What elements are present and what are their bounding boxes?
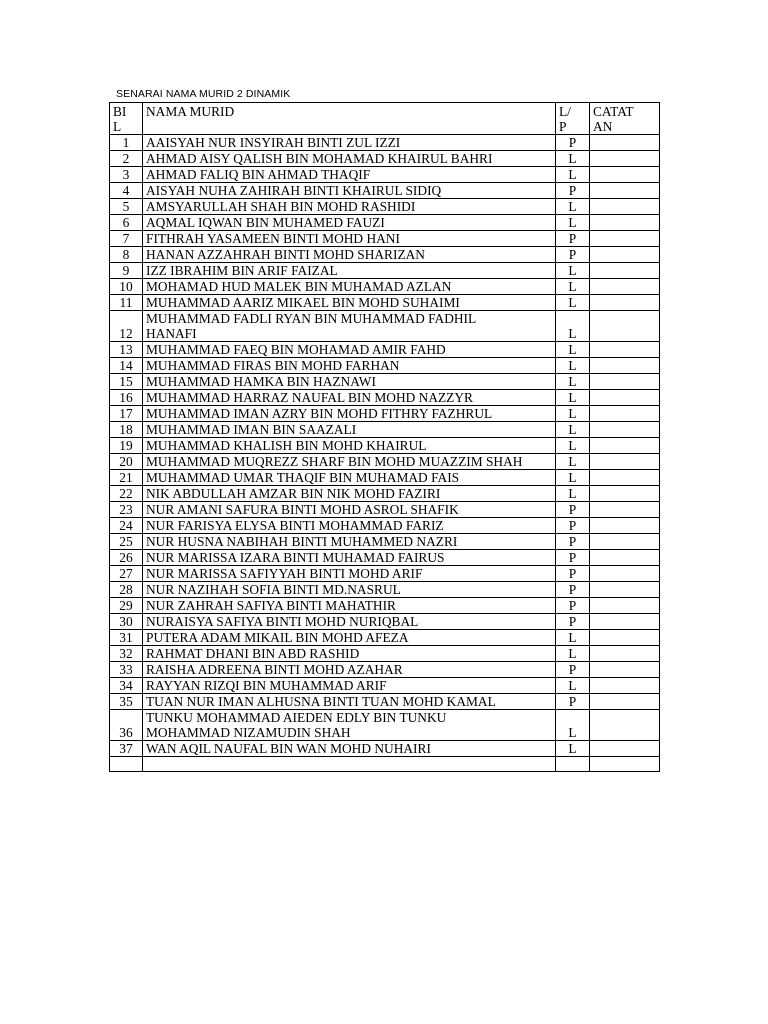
row-lp-cell: L [556, 263, 590, 279]
row-bil-cell: 30 [110, 614, 143, 630]
row-lp-cell: P [556, 582, 590, 598]
row-bil-cell: 29 [110, 598, 143, 614]
row-bil-cell: 17 [110, 406, 143, 422]
row-name-cell: NUR MARISSA SAFIYYAH BINTI MOHD ARIF [143, 566, 556, 582]
row-bil-cell: 34 [110, 678, 143, 694]
row-catatan-cell [590, 406, 660, 422]
table-row [110, 502, 660, 518]
row-name-cell: MUHAMMAD IMAN AZRY BIN MOHD FITHRY FAZHRUL [143, 406, 556, 422]
row-name-cell: TUAN NUR IMAN ALHUSNA BINTI TUAN MOHD KAMAL [143, 694, 556, 710]
row-lp-cell: L [556, 295, 590, 311]
row-catatan-cell [590, 550, 660, 566]
row-catatan-cell [590, 710, 660, 741]
row-bil-cell: 7 [110, 231, 143, 247]
row-bil-cell: 6 [110, 215, 143, 231]
row-lp-cell: L [556, 741, 590, 757]
row-name-cell: NUR HUSNA NABIHAH BINTI MUHAMMED NAZRI [143, 534, 556, 550]
row-catatan-cell [590, 422, 660, 438]
row-lp-cell: L [556, 167, 590, 183]
row-lp-cell: L [556, 311, 590, 342]
row-catatan-cell [590, 741, 660, 757]
row-catatan-cell-empty [590, 757, 660, 772]
table-row [110, 422, 660, 438]
table-row [110, 167, 660, 183]
row-lp-cell: L [556, 438, 590, 454]
row-name-cell: RAHMAT DHANI BIN ABD RASHID [143, 646, 556, 662]
row-name-cell: TUNKU MOHAMMAD AIEDEN EDLY BIN TUNKU MOHAMMAD NIZAMUDIN SHAH [143, 710, 556, 741]
row-bil-cell: 27 [110, 566, 143, 582]
table-row [110, 518, 660, 534]
row-bil-cell: 8 [110, 247, 143, 263]
row-bil-cell: 11 [110, 295, 143, 311]
table-row [110, 550, 660, 566]
row-catatan-cell [590, 135, 660, 151]
row-name-cell: NUR ZAHRAH SAFIYA BINTI MAHATHIR [143, 598, 556, 614]
table-row [110, 390, 660, 406]
row-name-cell-empty [143, 757, 556, 772]
table-row [110, 694, 660, 710]
row-lp-cell: L [556, 390, 590, 406]
table-row [110, 486, 660, 502]
row-lp-cell: L [556, 406, 590, 422]
header-catatan-line-2: AN [593, 119, 613, 134]
table-row [110, 151, 660, 167]
row-name-cell: NUR NAZIHAH SOFIA BINTI MD.NASRUL [143, 582, 556, 598]
header-bil-line-2: L [113, 119, 122, 134]
header-bil [110, 103, 143, 135]
row-lp-cell: P [556, 534, 590, 550]
table-row [110, 534, 660, 550]
table-row [110, 454, 660, 470]
row-catatan-cell [590, 630, 660, 646]
row-name-cell: RAYYAN RIZQI BIN MUHAMMAD ARIF [143, 678, 556, 694]
row-name-cell: PUTERA ADAM MIKAIL BIN MOHD AFEZA [143, 630, 556, 646]
row-bil-cell: 24 [110, 518, 143, 534]
row-catatan-cell [590, 374, 660, 390]
row-bil-cell: 4 [110, 183, 143, 199]
row-catatan-cell [590, 454, 660, 470]
row-lp-cell: P [556, 135, 590, 151]
row-bil-cell: 20 [110, 454, 143, 470]
row-name-cell: IZZ IBRAHIM BIN ARIF FAIZAL [143, 263, 556, 279]
row-catatan-cell [590, 534, 660, 550]
row-lp-cell: L [556, 486, 590, 502]
table-row [110, 566, 660, 582]
row-bil-cell: 5 [110, 199, 143, 215]
table-row [110, 646, 660, 662]
row-name-cell: AQMAL IQWAN BIN MUHAMED FAUZI [143, 215, 556, 231]
row-bil-cell-empty [110, 757, 143, 772]
row-name-cell: AISYAH NUHA ZAHIRAH BINTI KHAIRUL SIDIQ [143, 183, 556, 199]
row-catatan-cell [590, 183, 660, 199]
table-row [110, 678, 660, 694]
row-catatan-cell [590, 231, 660, 247]
table-row [110, 662, 660, 678]
row-name-cell: AAISYAH NUR INSYIRAH BINTI ZUL IZZI [143, 135, 556, 151]
row-catatan-cell [590, 279, 660, 295]
table-row [110, 263, 660, 279]
row-lp-cell-empty [556, 757, 590, 772]
row-bil-cell: 28 [110, 582, 143, 598]
row-bil-cell: 32 [110, 646, 143, 662]
row-lp-cell: P [556, 247, 590, 263]
table-row [110, 279, 660, 295]
row-lp-cell: L [556, 199, 590, 215]
row-lp-cell: L [556, 630, 590, 646]
row-lp-cell: P [556, 550, 590, 566]
row-catatan-cell [590, 311, 660, 342]
row-catatan-cell [590, 694, 660, 710]
row-name-cell: AHMAD FALIQ BIN AHMAD THAQIF [143, 167, 556, 183]
row-name-cell: WAN AQIL NAUFAL BIN WAN MOHD NUHAIRI [143, 741, 556, 757]
row-bil-cell: 37 [110, 741, 143, 757]
header-lp [556, 103, 590, 135]
header-nama-murid: NAMA MURID [143, 103, 556, 135]
row-name-cell: NIK ABDULLAH AMZAR BIN NIK MOHD FAZIRI [143, 486, 556, 502]
table-row [110, 630, 660, 646]
row-bil-cell: 36 [110, 710, 143, 741]
table-row [110, 741, 660, 757]
row-catatan-cell [590, 470, 660, 486]
table-row [110, 438, 660, 454]
row-lp-cell: L [556, 678, 590, 694]
row-catatan-cell [590, 582, 660, 598]
table-row [110, 710, 660, 741]
row-lp-cell: P [556, 183, 590, 199]
table-row [110, 470, 660, 486]
row-bil-cell: 13 [110, 342, 143, 358]
row-bil-cell: 12 [110, 311, 143, 342]
row-catatan-cell [590, 486, 660, 502]
table-row [110, 406, 660, 422]
row-name-cell: MUHAMMAD FADLI RYAN BIN MUHAMMAD FADHIL HANAFI [143, 311, 556, 342]
row-bil-cell: 18 [110, 422, 143, 438]
row-bil-cell: 15 [110, 374, 143, 390]
row-catatan-cell [590, 678, 660, 694]
row-lp-cell: P [556, 694, 590, 710]
header-catatan [590, 103, 660, 135]
table-row [110, 295, 660, 311]
table-row [110, 598, 660, 614]
row-name-cell: MUHAMMAD AARIZ MIKAEL BIN MOHD SUHAIMI [143, 295, 556, 311]
row-bil-cell: 2 [110, 151, 143, 167]
row-bil-cell: 25 [110, 534, 143, 550]
row-bil-cell: 31 [110, 630, 143, 646]
row-bil-cell: 35 [110, 694, 143, 710]
row-lp-cell: L [556, 422, 590, 438]
row-bil-cell: 33 [110, 662, 143, 678]
row-name-cell: MUHAMMAD FAEQ BIN MOHAMAD AMIR FAHD [143, 342, 556, 358]
row-lp-cell: L [556, 342, 590, 358]
row-name-cell: NUR MARISSA IZARA BINTI MUHAMAD FAIRUS [143, 550, 556, 566]
row-catatan-cell [590, 438, 660, 454]
table-row [110, 374, 660, 390]
row-lp-cell: L [556, 454, 590, 470]
row-catatan-cell [590, 502, 660, 518]
row-catatan-cell [590, 167, 660, 183]
row-name-cell: HANAN AZZAHRAH BINTI MOHD SHARIZAN [143, 247, 556, 263]
table-row [110, 614, 660, 630]
row-catatan-cell [590, 390, 660, 406]
row-lp-cell: L [556, 646, 590, 662]
row-catatan-cell [590, 342, 660, 358]
row-name-cell: NURAISYA SAFIYA BINTI MOHD NURIQBAL [143, 614, 556, 630]
row-catatan-cell [590, 295, 660, 311]
row-catatan-cell [590, 358, 660, 374]
header-catatan-line-1: CATAT [593, 104, 634, 119]
row-name-cell: MUHAMMAD IMAN BIN SAAZALI [143, 422, 556, 438]
row-catatan-cell [590, 263, 660, 279]
table-row [110, 342, 660, 358]
row-lp-cell: P [556, 231, 590, 247]
row-catatan-cell [590, 614, 660, 630]
row-bil-cell: 10 [110, 279, 143, 295]
row-name-cell: MUHAMMAD UMAR THAQIF BIN MUHAMAD FAIS [143, 470, 556, 486]
page-title: SENARAI NAMA MURID 2 DINAMIK [116, 88, 291, 100]
row-bil-cell: 22 [110, 486, 143, 502]
row-bil-cell: 16 [110, 390, 143, 406]
row-name-cell: MUHAMMAD HARRAZ NAUFAL BIN MOHD NAZZYR [143, 390, 556, 406]
row-lp-cell: P [556, 566, 590, 582]
row-lp-cell: L [556, 374, 590, 390]
table-row [110, 311, 660, 342]
row-name-cell: FITHRAH YASAMEEN BINTI MOHD HANI [143, 231, 556, 247]
row-catatan-cell [590, 566, 660, 582]
row-lp-cell: L [556, 215, 590, 231]
row-bil-cell: 14 [110, 358, 143, 374]
row-bil-cell: 19 [110, 438, 143, 454]
row-lp-cell: L [556, 279, 590, 295]
table-header-row [110, 103, 660, 135]
row-lp-cell: L [556, 470, 590, 486]
row-name-cell: NUR FARISYA ELYSA BINTI MOHAMMAD FARIZ [143, 518, 556, 534]
row-name-cell: MUHAMMAD KHALISH BIN MOHD KHAIRUL [143, 438, 556, 454]
row-catatan-cell [590, 247, 660, 263]
table-row [110, 582, 660, 598]
table-row [110, 199, 660, 215]
row-name-cell: NUR AMANI SAFURA BINTI MOHD ASROL SHAFIK [143, 502, 556, 518]
row-bil-cell: 3 [110, 167, 143, 183]
row-name-cell: RAISHA ADREENA BINTI MOHD AZAHAR [143, 662, 556, 678]
row-lp-cell: P [556, 614, 590, 630]
row-name-cell: MUHAMMAD FIRAS BIN MOHD FARHAN [143, 358, 556, 374]
row-name-cell: MOHAMAD HUD MALEK BIN MUHAMAD AZLAN [143, 279, 556, 295]
table-body [110, 135, 660, 772]
header-bil-line-1: BI [113, 104, 127, 119]
row-bil-cell: 1 [110, 135, 143, 151]
row-catatan-cell [590, 215, 660, 231]
table-row-empty [110, 757, 660, 772]
table-row [110, 215, 660, 231]
row-lp-cell: P [556, 502, 590, 518]
row-name-cell: MUHAMMAD HAMKA BIN HAZNAWI [143, 374, 556, 390]
row-catatan-cell [590, 151, 660, 167]
table-row [110, 183, 660, 199]
row-lp-cell: P [556, 598, 590, 614]
row-catatan-cell [590, 518, 660, 534]
row-lp-cell: L [556, 358, 590, 374]
table-row [110, 247, 660, 263]
row-name-cell: MUHAMMAD MUQREZZ SHARF BIN MOHD MUAZZIM SHAH [143, 454, 556, 470]
student-roster-table [109, 102, 660, 772]
row-name-cell: AMSYARULLAH SHAH BIN MOHD RASHIDI [143, 199, 556, 215]
row-lp-cell: L [556, 710, 590, 741]
header-lp-line-1: L/ [559, 104, 571, 119]
table-row [110, 231, 660, 247]
row-catatan-cell [590, 662, 660, 678]
row-bil-cell: 9 [110, 263, 143, 279]
row-catatan-cell [590, 199, 660, 215]
row-catatan-cell [590, 598, 660, 614]
row-lp-cell: L [556, 151, 590, 167]
row-lp-cell: P [556, 662, 590, 678]
row-name-cell: AHMAD AISY QALISH BIN MOHAMAD KHAIRUL BAHRI [143, 151, 556, 167]
header-lp-line-2: P [559, 119, 567, 134]
table-row [110, 135, 660, 151]
row-bil-cell: 26 [110, 550, 143, 566]
table-row [110, 358, 660, 374]
row-catatan-cell [590, 646, 660, 662]
row-bil-cell: 21 [110, 470, 143, 486]
row-lp-cell: P [556, 518, 590, 534]
row-bil-cell: 23 [110, 502, 143, 518]
